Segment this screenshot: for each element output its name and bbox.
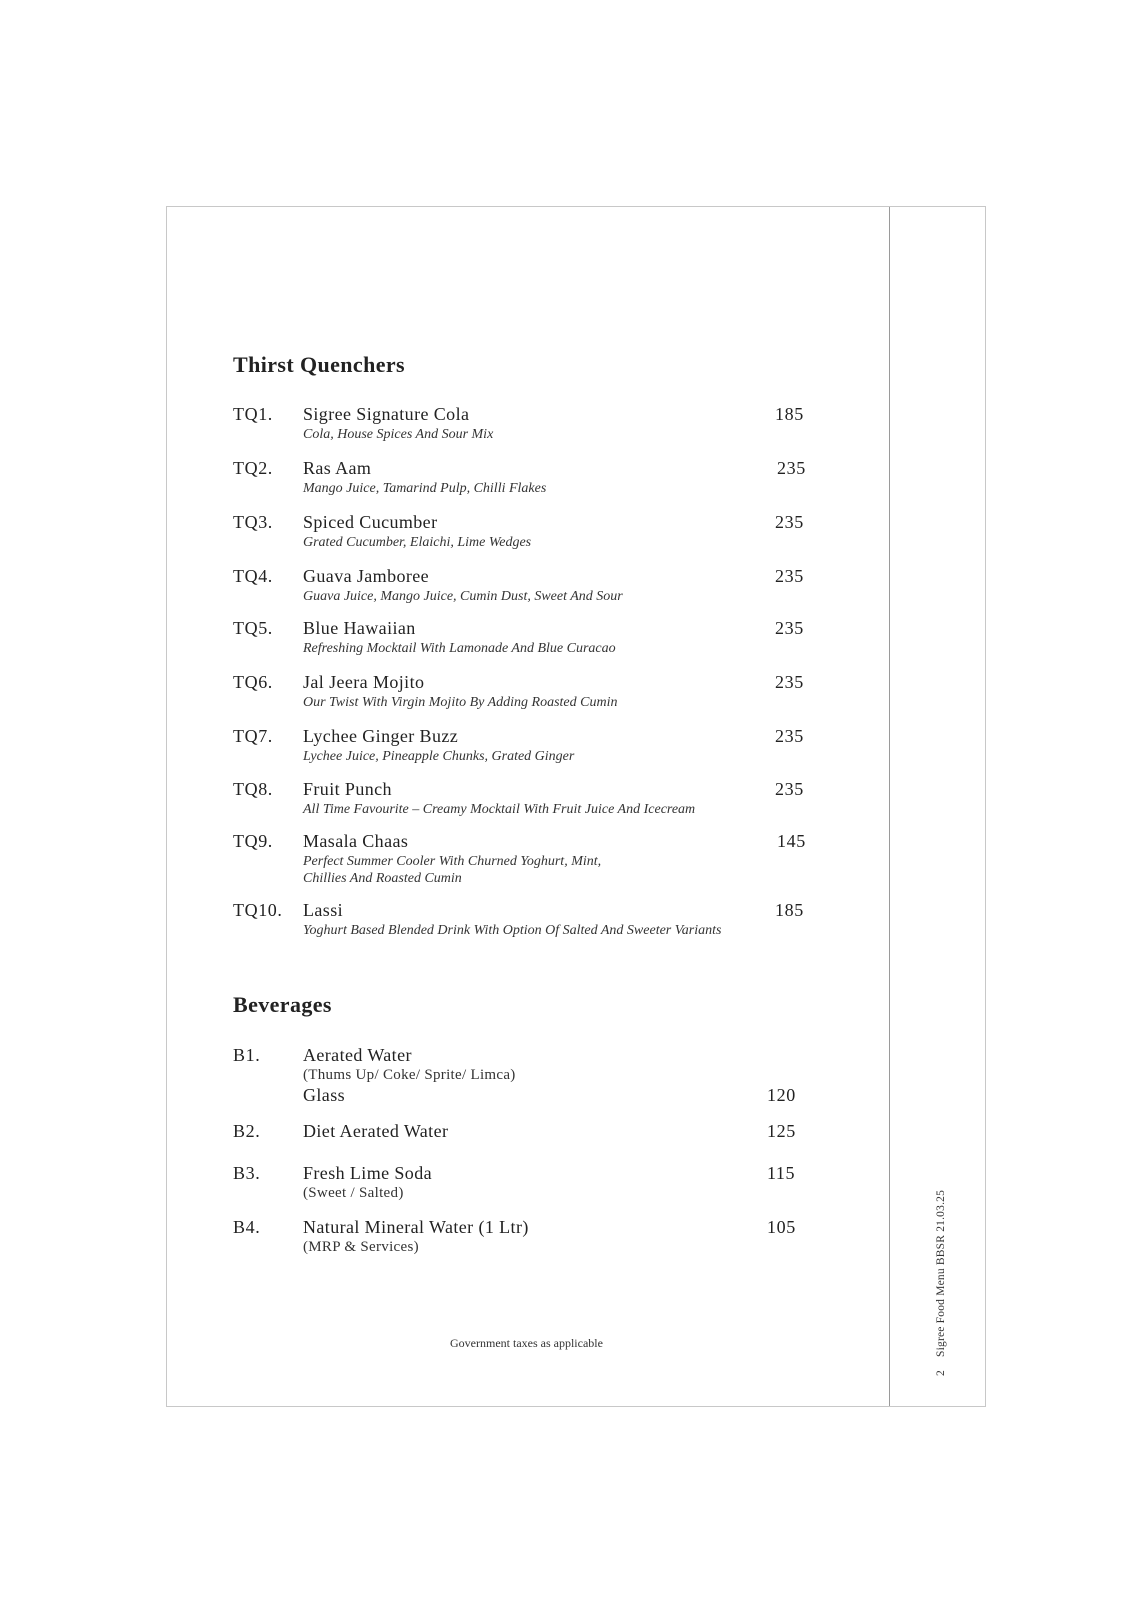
section-title-thirst-quenchers: Thirst Quenchers: [233, 352, 406, 377]
section-title-beverages: Beverages: [233, 992, 332, 1017]
margin-divider: [889, 207, 890, 1406]
item-name: Masala Chaas: [303, 831, 409, 851]
item-name: Diet Aerated Water: [303, 1121, 449, 1141]
item-code: B1.: [233, 1045, 261, 1065]
menu-version-label: Sigree Food Menu BBSR 21.03.25: [935, 1189, 947, 1357]
item-code: TQ7.: [233, 726, 273, 746]
item-description: Lychee Juice, Pineapple Chunks, Grated Ginger: [303, 749, 575, 764]
item-subtext: (Thums Up/ Coke/ Sprite/ Limca): [303, 1067, 516, 1083]
item-name: Blue Hawaiian: [303, 618, 416, 638]
item-code: TQ1.: [233, 404, 273, 424]
item-code: TQ4.: [233, 566, 273, 586]
item-code: B4.: [233, 1217, 261, 1237]
item-name: Sigree Signature Cola: [303, 404, 470, 424]
item-description: Mango Juice, Tamarind Pulp, Chilli Flakes: [303, 481, 547, 496]
item-description: Grated Cucumber, Elaichi, Lime Wedges: [303, 535, 532, 550]
item-price: 235: [775, 512, 804, 532]
item-code: TQ6.: [233, 672, 273, 692]
item-name: Guava Jamboree: [303, 566, 430, 586]
item-price: 145: [777, 831, 806, 851]
item-description: All Time Favourite – Creamy Mocktail With Fruit Juice And Icecream: [303, 802, 696, 817]
item-price: 235: [777, 458, 806, 478]
item-price: 235: [775, 672, 804, 692]
item-price: 235: [775, 618, 804, 638]
item-description-line-2: Chillies And Roasted Cumin: [303, 871, 462, 886]
item-price: 235: [775, 779, 804, 799]
item-description: Refreshing Mocktail With Lamonade And Blue Curacao: [303, 641, 616, 656]
item-name: Fruit Punch: [303, 779, 392, 799]
item-name: Natural Mineral Water (1 Ltr): [303, 1217, 529, 1237]
item-name: Fresh Lime Soda: [303, 1163, 432, 1183]
item-name: Jal Jeera Mojito: [303, 672, 425, 692]
item-variant: Glass: [303, 1085, 345, 1105]
item-code: B2.: [233, 1121, 261, 1141]
item-description: Perfect Summer Cooler With Churned Yoghurt, Mint,: [303, 854, 602, 869]
item-code: TQ10.: [233, 900, 283, 920]
item-code: B3.: [233, 1163, 261, 1183]
item-price: 125: [767, 1121, 796, 1141]
item-code: TQ9.: [233, 831, 273, 851]
item-price: 185: [775, 900, 804, 920]
item-name: Aerated Water: [303, 1045, 412, 1065]
item-subtext: (Sweet / Salted): [303, 1185, 404, 1201]
item-code: TQ8.: [233, 779, 273, 799]
item-price: 235: [775, 726, 804, 746]
item-code: TQ3.: [233, 512, 273, 532]
item-price: 115: [767, 1163, 796, 1183]
item-name: Spiced Cucumber: [303, 512, 438, 532]
item-price: 120: [767, 1085, 796, 1105]
item-description: Yoghurt Based Blended Drink With Option Of Salted And Sweeter Variants: [303, 923, 722, 938]
item-price: 235: [775, 566, 804, 586]
item-price: 185: [775, 404, 804, 424]
item-name: Ras Aam: [303, 458, 372, 478]
item-code: TQ2.: [233, 458, 273, 478]
item-description: Cola, House Spices And Sour Mix: [303, 427, 494, 442]
item-description: Our Twist With Virgin Mojito By Adding Roasted Cumin: [303, 695, 618, 710]
item-code: TQ5.: [233, 618, 273, 638]
item-name: Lassi: [303, 900, 343, 920]
item-subtext: (MRP & Services): [303, 1239, 419, 1255]
tax-note: Government taxes as applicable: [450, 1336, 603, 1350]
item-price: 105: [767, 1217, 796, 1237]
item-description: Guava Juice, Mango Juice, Cumin Dust, Sweet And Sour: [303, 589, 623, 604]
page-number: 2: [935, 1370, 947, 1376]
item-name: Lychee Ginger Buzz: [303, 726, 459, 746]
